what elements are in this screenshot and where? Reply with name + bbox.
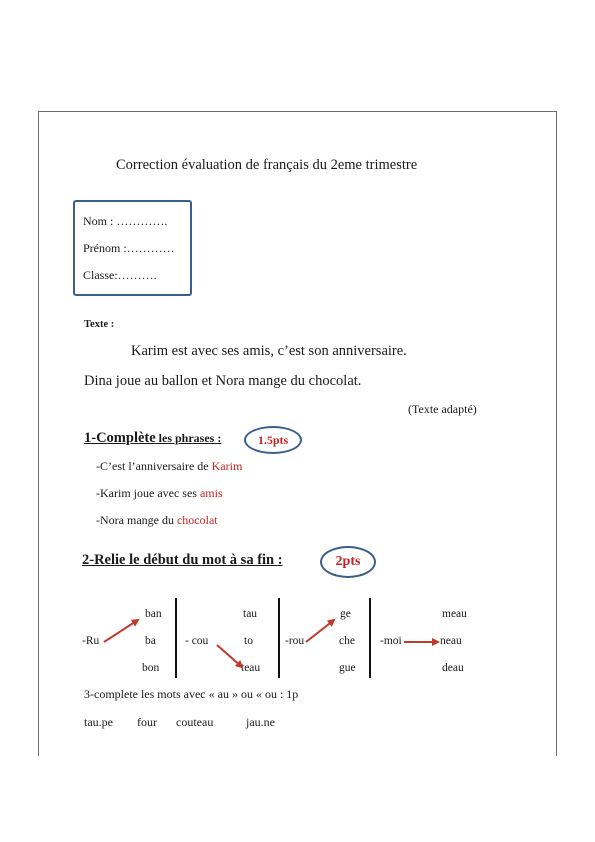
group-2-start: - cou xyxy=(185,635,209,647)
group-3-start: -rou xyxy=(285,635,305,647)
section-3-title: 3-complete les mots avec « au » ou « ou : 1p xyxy=(84,687,299,701)
group-2-end-3: teau xyxy=(241,662,261,674)
group-3-end-2: che xyxy=(339,635,355,647)
text-source: (Texte adapté) xyxy=(408,402,477,416)
sentence-1-answer: Karim xyxy=(211,459,243,473)
section-1-title-rest: les phrases : xyxy=(155,431,222,445)
group-1-end-1: ban xyxy=(145,608,162,620)
group-2-end-1: tau xyxy=(243,608,258,620)
firstname-field: Prénom :………… xyxy=(83,241,175,255)
arrow-cou-teau xyxy=(217,645,242,667)
text-label: Texte : xyxy=(84,319,115,330)
word-1: tau.pe xyxy=(84,715,113,729)
text-line-2: Dina joue au ballon et Nora mange du chocolat. xyxy=(84,373,362,389)
group-4-end-2: neau xyxy=(440,635,462,647)
group-3-end-1: ge xyxy=(340,608,351,620)
sentence-3-answer: chocolat xyxy=(176,513,218,527)
sentence-3-prefix: -Nora mange du xyxy=(96,513,177,527)
section-2-title: 2-Relie le début du mot à sa fin : xyxy=(82,552,283,568)
class-field: Classe:………. xyxy=(83,268,157,282)
page-title: Correction évaluation de français du 2eme trimestre xyxy=(116,157,418,173)
section-2-points-badge: 2pts xyxy=(320,546,376,578)
section-1-title-main: 1-Complète xyxy=(84,430,156,446)
sentence-2-answer: amis xyxy=(199,486,223,500)
arrow-ru-ban xyxy=(104,620,138,642)
text-line-1: Karim est avec ses amis, c’est son anniversaire. xyxy=(131,343,407,359)
group-3-end-3: gue xyxy=(339,662,356,674)
word-3: couteau xyxy=(176,715,214,729)
arrow-rou-ge xyxy=(306,620,334,642)
sentence-2-prefix: -Karim joue avec ses xyxy=(96,486,200,500)
word-2: four xyxy=(137,715,157,729)
word-4: jau.ne xyxy=(246,715,275,729)
group-4-end-3: deau xyxy=(442,662,464,674)
group-1-start: -Ru xyxy=(82,635,100,647)
sentence-1-prefix: -C’est l’anniversaire de xyxy=(96,459,212,473)
section-1-points-badge: 1.5pts xyxy=(244,426,302,454)
name-field: Nom : …………. xyxy=(83,214,168,228)
group-1-end-2: ba xyxy=(145,635,156,647)
group-4-start: -moi xyxy=(380,635,402,647)
group-2-end-2: to xyxy=(244,635,253,647)
group-1-end-3: bon xyxy=(142,662,160,674)
group-4-end-1: meau xyxy=(442,608,467,620)
